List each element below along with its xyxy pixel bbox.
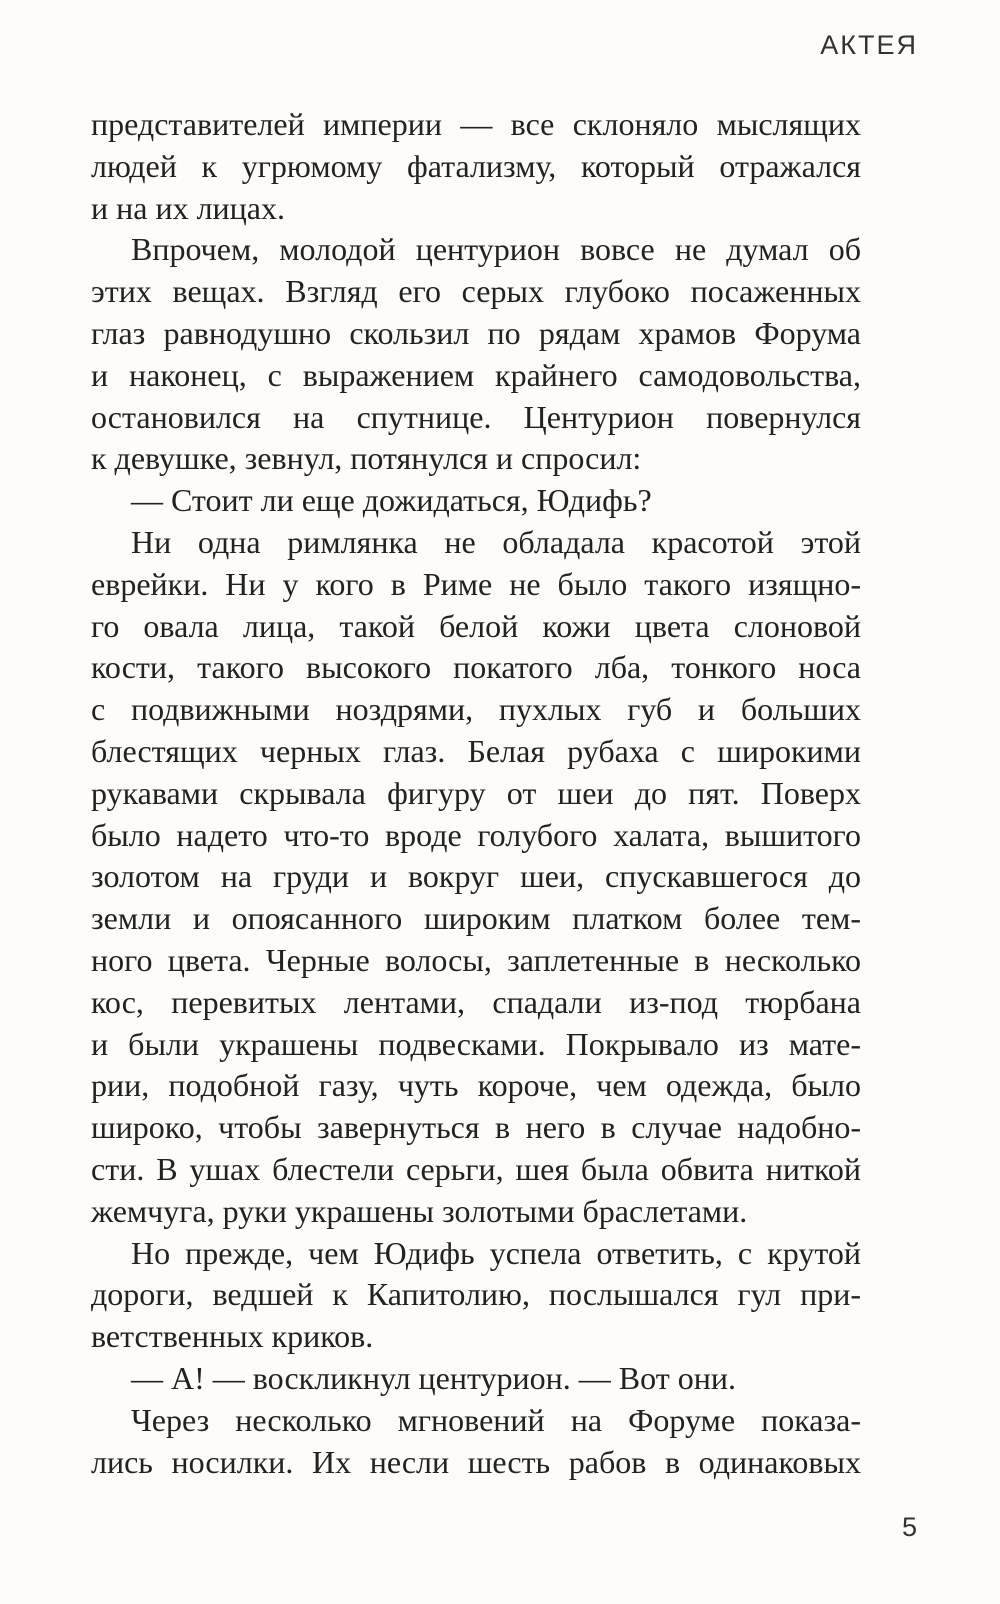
running-head: АКТЕЯ xyxy=(820,30,918,60)
text-line: глаз равнодушно скользил по рядам храмов Форума xyxy=(91,314,861,351)
text-line: этих вещах. Взгляд его серых глубоко посаженных xyxy=(91,273,861,310)
text-line: кости, такого высокого покатого лба, тонкого носа xyxy=(91,649,861,686)
text-line: жемчуга, руки украшены золотыми браслетами. xyxy=(91,1192,748,1229)
text-line: го овала лица, такой белой кожи цвета слоновой xyxy=(91,607,861,644)
text-line: широко, чтобы завернуться в него в случае надобно- xyxy=(91,1109,861,1146)
text-line: Через несколько мгновений на Форуме показа- xyxy=(131,1401,861,1438)
text-line: — А! — воскликнул центурион. — Вот они. xyxy=(131,1359,736,1396)
text-line: и на их лицах. xyxy=(91,189,285,226)
text-line: Ни одна римлянка не обладала красотой этой xyxy=(131,523,861,560)
body-text xyxy=(91,104,861,1483)
text-line: людей к угрюмому фатализму, который отражался xyxy=(91,147,861,184)
text-line: лись носилки. Их несли шесть рабов в одинаковых xyxy=(91,1443,861,1480)
text-line: Но прежде, чем Юдифь успела ответить, с крутой xyxy=(131,1234,861,1271)
text-line: кос, перевитых лентами, спадали из-под тюрбана xyxy=(91,983,861,1020)
text-line: золотом на груди и вокруг шеи, спускавшегося до xyxy=(91,858,861,895)
text-line: с подвижными ноздрями, пухлых губ и больших xyxy=(91,691,861,728)
text-line: — Стоит ли еще дожидаться, Юдифь? xyxy=(131,482,652,519)
text-line: ного цвета. Черные волосы, заплетенные в несколько xyxy=(91,941,861,978)
text-line: было надето что-то вроде голубого халата, вышитого xyxy=(91,816,861,853)
text-line: сти. В ушах блестели серьги, шея была обвита ниткой xyxy=(91,1150,861,1187)
text-line: еврейки. Ни у кого в Риме не было такого изящно- xyxy=(91,565,861,602)
text-line: рии, подобной газу, чуть короче, чем одежда, было xyxy=(91,1067,861,1104)
text-line: остановился на спутнице. Центурион повернулся xyxy=(91,398,861,435)
text-line: и наконец, с выражением крайнего самодовольства, xyxy=(91,356,861,393)
text-line: к девушке, зевнул, потянулся и спросил: xyxy=(91,440,642,477)
text-line: и были украшены подвесками. Покрывало из мате- xyxy=(91,1025,861,1062)
text-line: рукавами скрывала фигуру от шеи до пят. Поверх xyxy=(91,774,861,811)
text-line: земли и опоясанного широким платком более тем- xyxy=(91,900,861,937)
text-line: дороги, ведшей к Капитолию, послышался гул при- xyxy=(91,1276,861,1313)
text-line: Впрочем, молодой центурион вовсе не думал об xyxy=(131,231,861,268)
page-number: 5 xyxy=(901,1512,917,1542)
text-line: блестящих черных глаз. Белая рубаха с широкими xyxy=(91,732,861,769)
text-line: ветственных криков. xyxy=(91,1318,374,1355)
text-line: представителей империи — все склоняло мыслящих xyxy=(91,106,861,142)
